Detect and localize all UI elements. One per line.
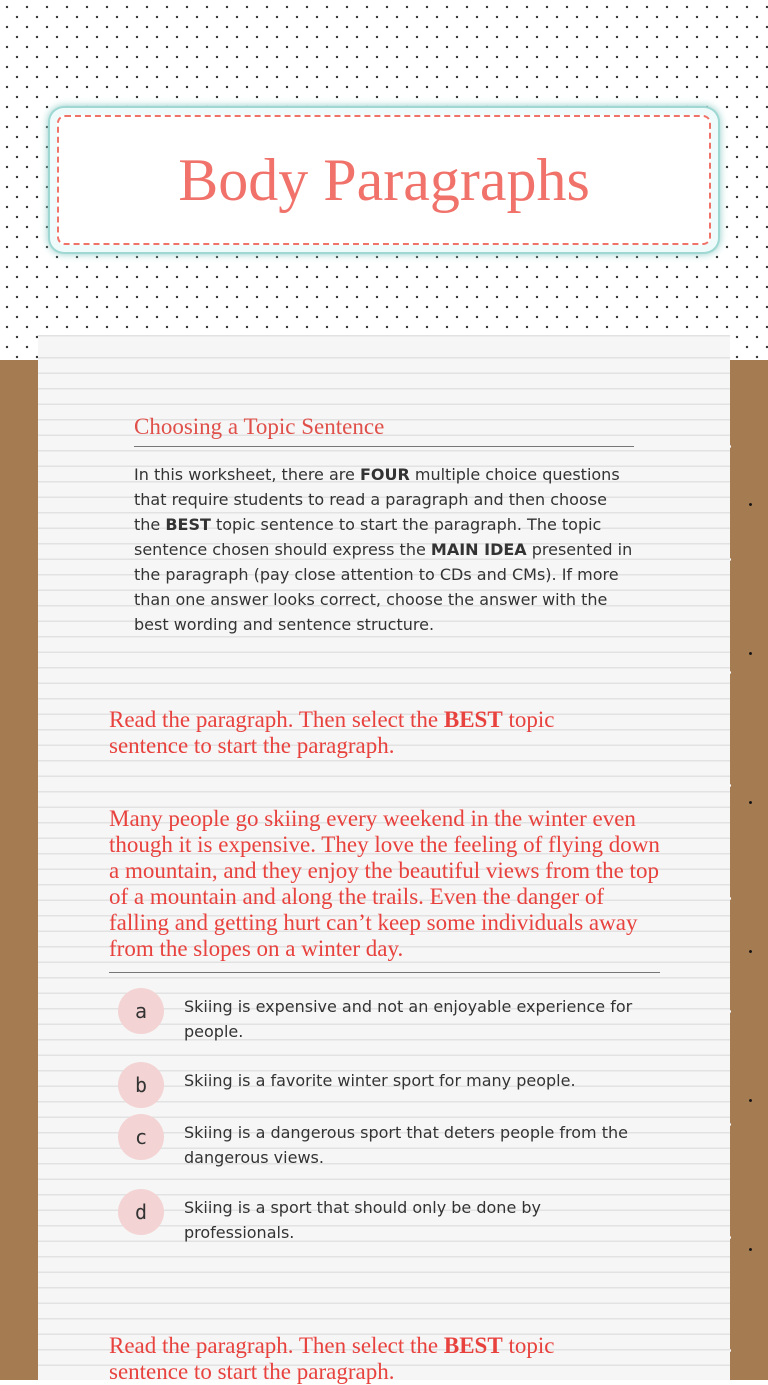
- option-text: Skiing is expensive and not an enjoyable experience for people.: [184, 997, 633, 1041]
- option-letter: b: [118, 1062, 164, 1108]
- option-a[interactable]: [118, 988, 658, 1044]
- option-d[interactable]: [118, 1189, 658, 1245]
- page-title: Body Paragraphs: [178, 146, 590, 213]
- question-1-paragraph: Many people go skiing every weekend in the winter even though it is expensive. They love the feeling of flying down a mountain, and they enjoy the beautiful views from the top of a mountain and along the trails. Even the danger of falling and getting hurt can’t keep some individuals away from the slopes on a winter day.: [109, 806, 660, 973]
- question-2-prompt: Read the paragraph. Then select the BEST topic sentence to start the paragraph.: [109, 1333, 555, 1384]
- option-letter: d: [118, 1189, 164, 1235]
- option-c[interactable]: [118, 1114, 658, 1170]
- question-1-prompt: Read the paragraph. Then select the BEST topic sentence to start the paragraph.: [109, 707, 555, 758]
- option-text: Skiing is a favorite winter sport for many people.: [184, 1071, 576, 1090]
- option-text: Skiing is a sport that should only be done by professionals.: [184, 1198, 541, 1242]
- title-banner: [50, 108, 718, 252]
- option-text: Skiing is a dangerous sport that deters people from the dangerous views.: [184, 1123, 628, 1167]
- intro-text: In this worksheet, there are FOUR multiple choice questions that require students to read a paragraph and then choose the BEST topic sentence to start the paragraph. The topic sentence chosen should express the MAIN IDEA presented in the paragraph (pay close attention to CDs and CMs). If more than one answer looks correct, choose the answer with the best wording and sentence structure.: [134, 465, 633, 634]
- option-letter: c: [118, 1114, 164, 1160]
- option-letter: a: [118, 988, 164, 1034]
- section-heading: Choosing a Topic Sentence: [134, 414, 634, 447]
- option-b[interactable]: [118, 1062, 658, 1108]
